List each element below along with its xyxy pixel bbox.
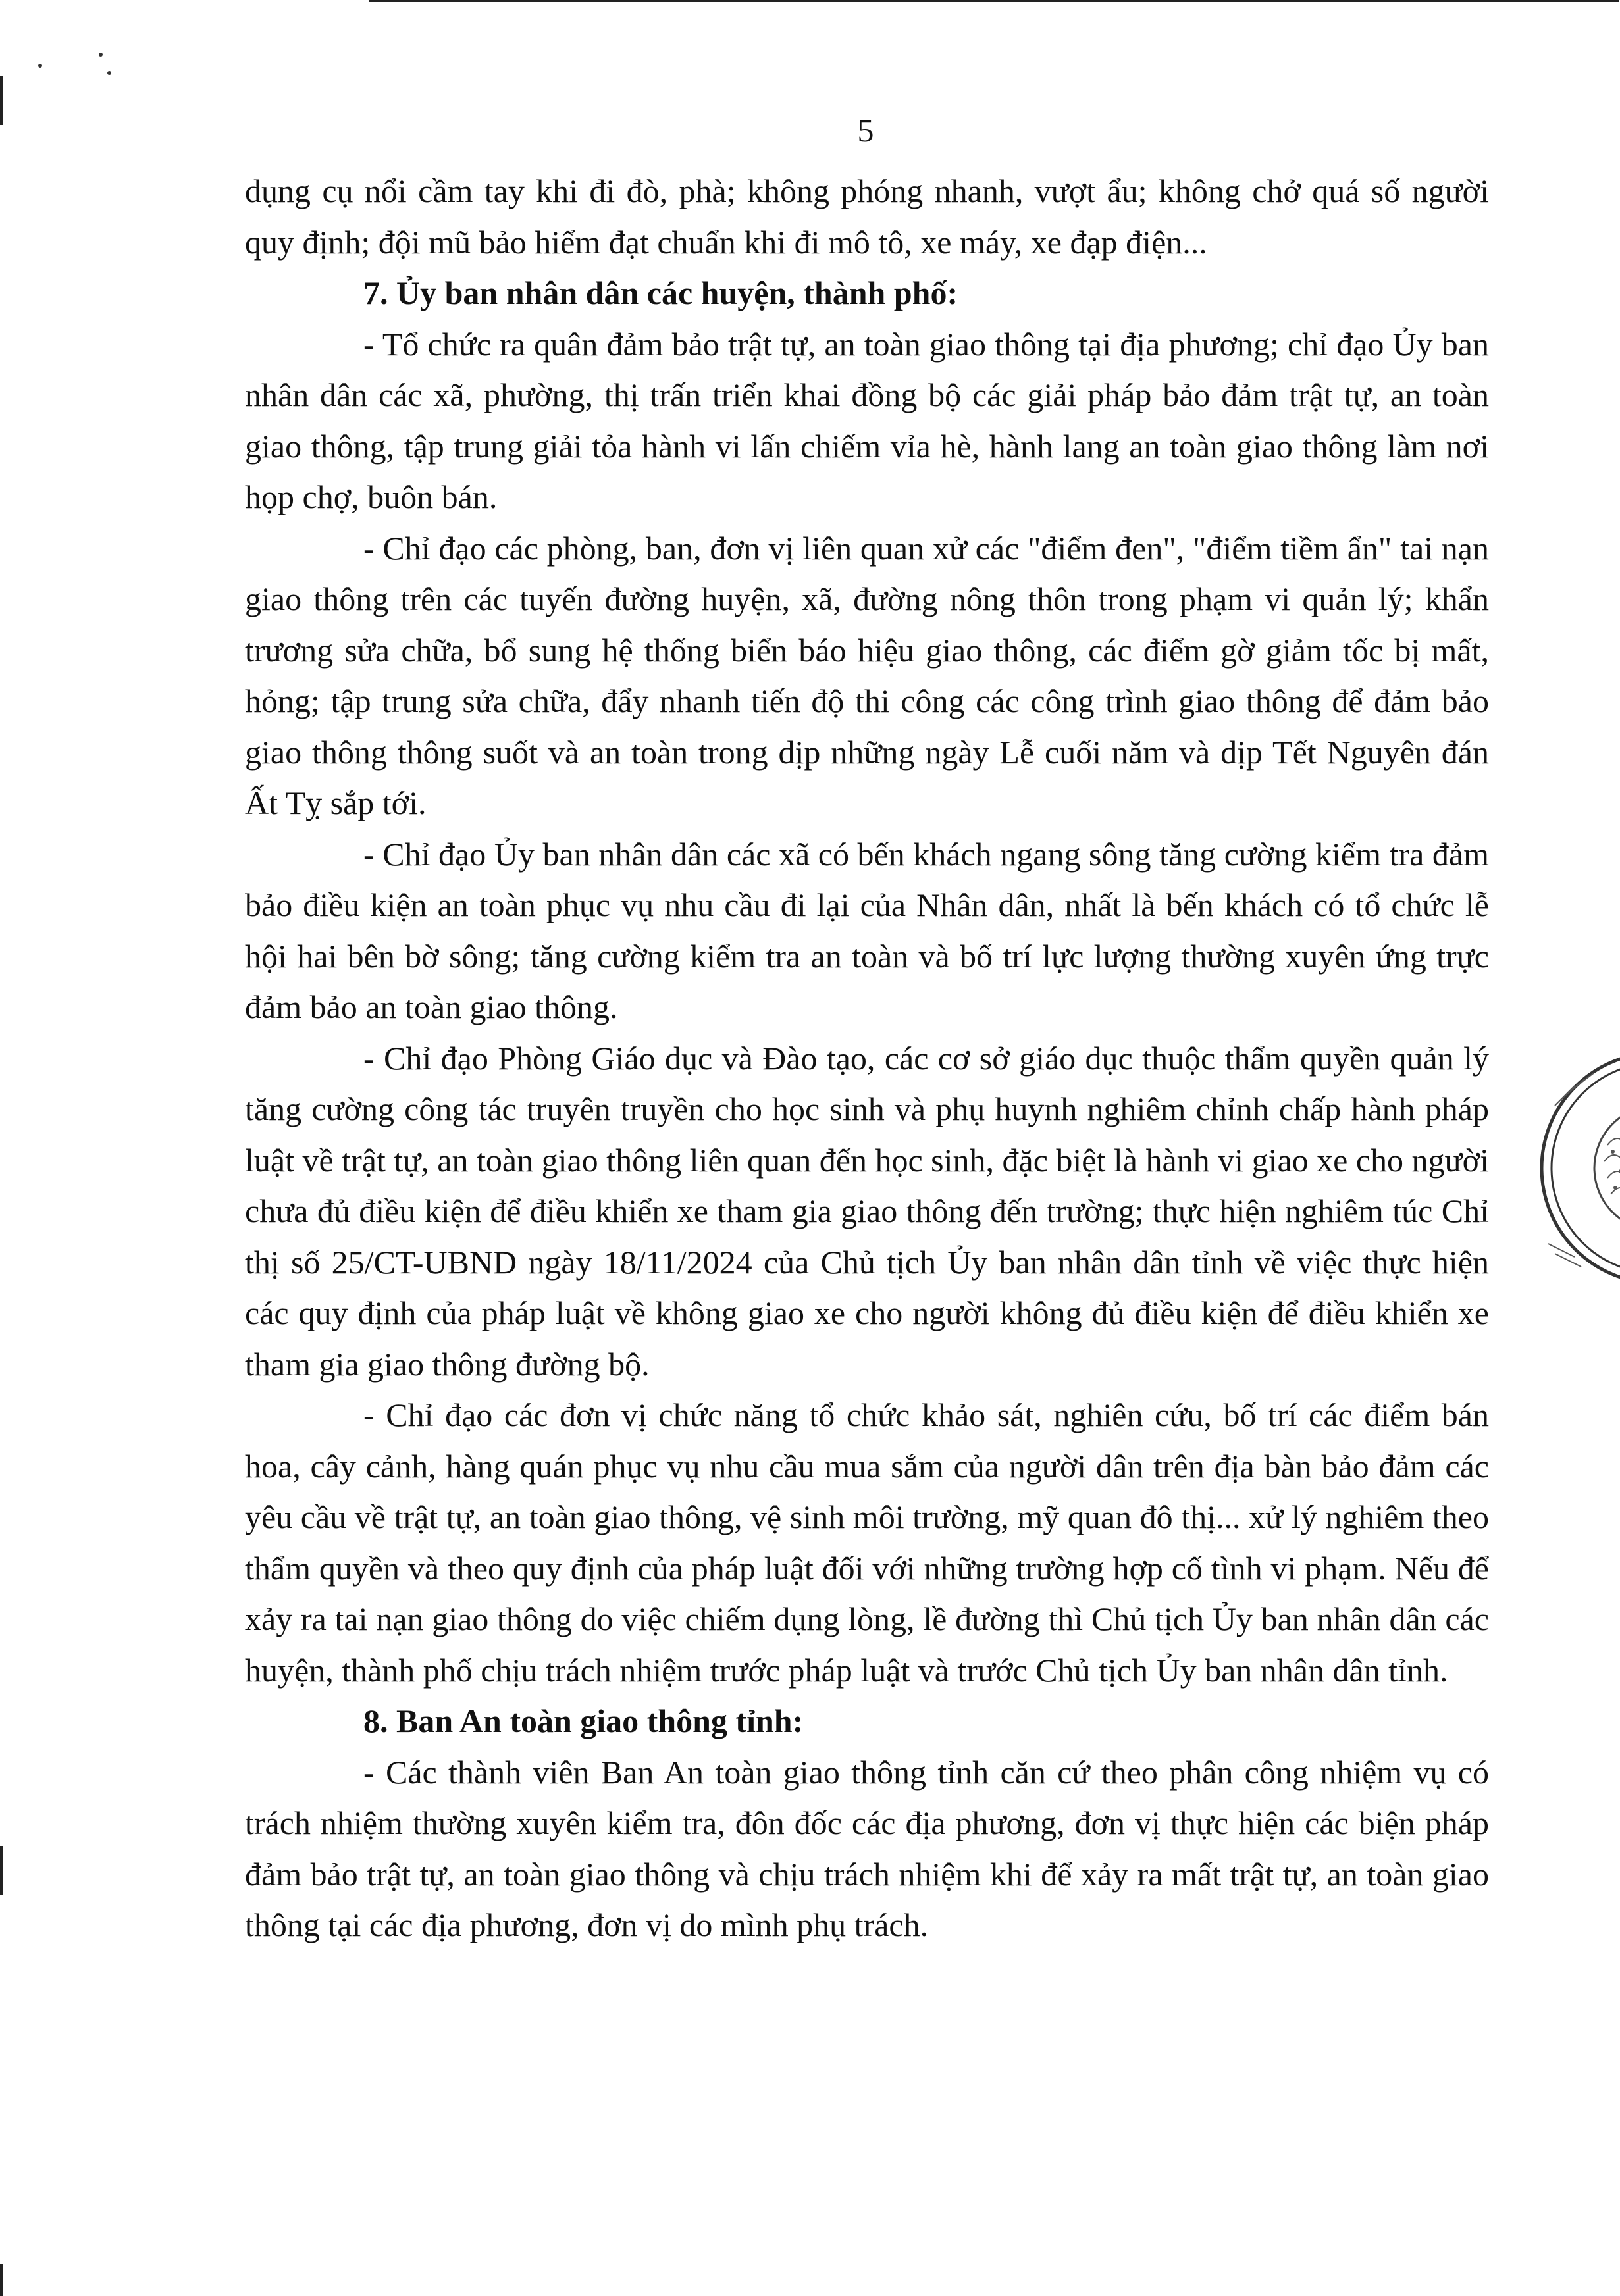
scan-speck [99, 53, 103, 57]
paragraph-bullet: - Chỉ đạo các đơn vị chức năng tổ chức khảo sát, nghiên cứu, bố trí các điểm bán hoa, cây cảnh, hàng quán phục vụ nhu cầu mua sắm của người dân trên địa bàn bảo đảm các yêu cầu về trật tự, an toàn giao thông, vệ sinh môi trường, mỹ quan đô thị... xử lý nghiêm theo thẩm quyền và theo quy định của pháp luật đối với những trường hợp cố tình vi phạm. Nếu để xảy ra tai nạn giao thông do việc chiếm dụng lòng, lề đường thì Chủ tịch Ủy ban nhân dân các huyện, thành phố chịu trách nhiệm trước pháp luật và trước Chủ tịch Ủy ban nhân dân tỉnh. [245, 1396, 1489, 1689]
section-heading-8: 8. Ban An toàn giao thông tỉnh: [363, 1702, 804, 1739]
paragraph-bullet: - Chỉ đạo các phòng, ban, đơn vị liên quan xử các "điểm đen", "điểm tiềm ẩn" tai nạn giao thông trên các tuyến đường huyện, xã, đường nông thôn trong phạm vi quản lý; khẩn trương sửa chữa, bổ sung hệ thống biển báo hiệu giao thông, các điểm gờ giảm tốc bị mất, hỏng; tập trung sửa chữa, đẩy nhanh tiến độ thi công các công trình giao thông để đảm bảo giao thông thông suốt và an toàn trong dịp những ngày Lễ cuối năm và dịp Tết Nguyên đán Ất Tỵ sắp tới. [245, 529, 1489, 821]
paragraph-bullet: - Chỉ đạo Ủy ban nhân dân các xã có bến khách ngang sông tăng cường kiểm tra đảm bảo điều kiện an toàn phục vụ nhu cầu đi lại của Nhân dân, nhất là bến khách có tổ chức lễ hội hai bên bờ sông; tăng cường kiểm tra an toàn và bố trí lực lượng thường xuyên ứng trực đảm bảo an toàn giao thông. [245, 835, 1489, 1025]
scan-left-edge-mark [0, 1846, 3, 1895]
scan-speck [107, 71, 111, 75]
paragraph-bullet: - Các thành viên Ban An toàn giao thông tỉnh căn cứ theo phân công nhiệm vụ có trách nhiệm thường xuyên kiểm tra, đôn đốc các địa phương, đơn vị thực hiện các biện pháp đảm bảo trật tự, an toàn giao thông và chịu trách nhiệm khi để xảy ra mất trật tự, an toàn giao thông tại các địa phương, đơn vị do mình phụ trách. [245, 1753, 1489, 1943]
page-number: 5 [857, 112, 874, 149]
official-seal-stamp [1535, 1046, 1620, 1290]
section-heading-7: 7. Ủy ban nhân dân các huyện, thành phố: [363, 274, 958, 311]
paragraph-bullet: - Chỉ đạo Phòng Giáo dục và Đào tạo, các cơ sở giáo dục thuộc thẩm quyền quản lý tăng cường công tác truyên truyền cho học sinh và phụ huynh nghiêm chỉnh chấp hành pháp luật về trật tự, an toàn giao thông liên quan đến học sinh, đặc biệt là hành vi giao xe cho người chưa đủ điều kiện để điều khiển xe tham gia giao thông đến trường; thực hiện nghiêm túc Chỉ thị số 25/CT-UBND ngày 18/11/2024 của Chủ tịch Ủy ban nhân dân tỉnh về việc thực hiện các quy định của pháp luật về không giao xe cho người không đủ điều kiện để điều khiển xe tham gia giao thông đường bộ. [245, 1039, 1489, 1383]
paragraph-bullet: - Tổ chức ra quân đảm bảo trật tự, an toàn giao thông tại địa phương; chỉ đạo Ủy ban nhân dân các xã, phường, thị trấn triển khai đồng bộ các giải pháp bảo đảm trật tự, an toàn giao thông, tập trung giải tỏa hành vi lấn chiếm vỉa hè, hành lang an toàn giao thông làm nơi họp chợ, buôn bán. [245, 325, 1489, 515]
scan-speck [38, 64, 42, 68]
scan-left-edge-mark [0, 2264, 3, 2296]
document-body [245, 166, 1489, 1951]
scan-top-border [369, 0, 1619, 2]
seal-graphic [1535, 1046, 1620, 1290]
paragraph-continuation: dụng cụ nổi cầm tay khi đi đò, phà; không phóng nhanh, vượt ẩu; không chở quá số người quy định; đội mũ bảo hiểm đạt chuẩn khi đi mô tô, xe máy, xe đạp điện... [245, 172, 1489, 261]
